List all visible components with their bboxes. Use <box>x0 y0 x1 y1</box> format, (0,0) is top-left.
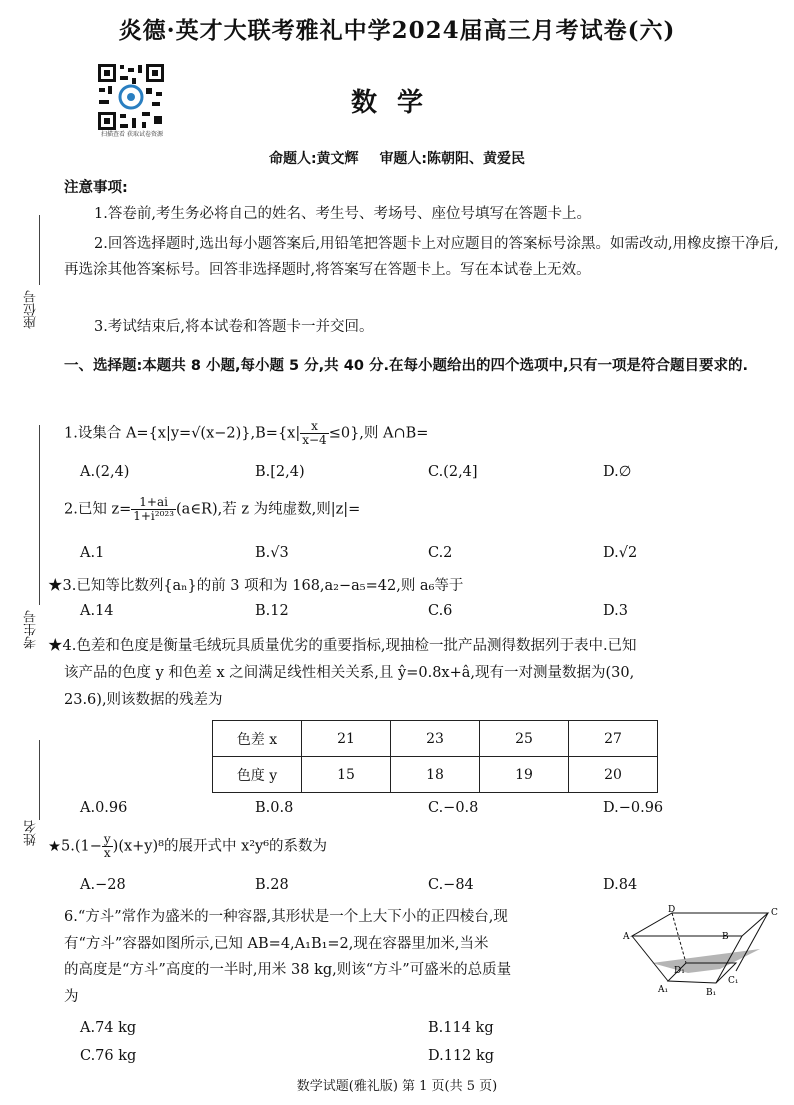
q1-stem-b: ≤0},则 A∩B= <box>328 425 429 442</box>
question-6 <box>64 904 624 1010</box>
exam-title: 炎德·英才大联考雅礼中学2024届高三月考试卷(六) <box>118 17 676 44</box>
q4-stem-line-2: 该产品的色度 y 和色差 x 之间满足线性相关关系,且 ŷ=0.8x+â,现有一对测量数据为(30, <box>64 665 635 681</box>
table-cell: 18 <box>391 757 480 793</box>
qr-caption: 扫描查看 获取试卷资源 <box>101 131 163 138</box>
notice-title: 注意事项: <box>64 180 128 196</box>
notice-item-3: 3.考试结束后,将本试卷和答题卡一并交回。 <box>94 319 374 335</box>
exam-no-line <box>39 425 40 605</box>
vertex-label: C <box>771 908 778 918</box>
q6-stem-line-1: 6.“方斗”常作为盛米的一种容器,其形状是一个上大下小的正四棱台,现 <box>64 909 508 925</box>
q6-option-d: D.112 kg <box>428 1048 495 1064</box>
q3-option-b: B.12 <box>255 603 289 619</box>
table-cell: 色差 x <box>213 721 302 757</box>
name-line <box>39 740 40 820</box>
setter: 命题人:黄文辉 <box>268 151 359 167</box>
q6-option-c: C.76 kg <box>80 1048 137 1064</box>
q5-option-a: A.−28 <box>80 877 126 893</box>
q4-data-table <box>212 720 658 793</box>
q4-option-c: C.−0.8 <box>428 800 479 816</box>
q6-stem-line-3: 的高度是“方斗”高度的一半时,用米 38 kg,则该“方斗”可盛米的总质量 <box>64 962 512 978</box>
table-row <box>213 721 658 757</box>
q4-option-a: A.0.96 <box>80 800 128 816</box>
table-cell: 19 <box>480 757 569 793</box>
q1-option-a: A.(2,4) <box>80 464 130 480</box>
table-cell: 27 <box>569 721 658 757</box>
vertex-label: C₁ <box>728 976 739 986</box>
q4-stem-line-1: 4.色差和色度是衡量毛绒玩具质量优劣的重要指标,现抽检一批产品测得数据列于表中.已知 <box>62 638 637 654</box>
q5-stem-a: 5.(1− <box>61 838 102 855</box>
q2-option-d: D.√2 <box>603 545 638 561</box>
table-cell: 色度 y <box>213 757 302 793</box>
q4-stem-line-3: 23.6),则该数据的残差为 <box>64 692 223 708</box>
q5-stem-b: )(x+y)⁸的展开式中 x²y⁶的系数为 <box>112 838 328 855</box>
frustum-figure <box>620 905 790 1010</box>
q4-star-icon: ★ <box>48 638 63 654</box>
subject-title: 数学 <box>350 88 443 118</box>
table-cell: 25 <box>480 721 569 757</box>
q1-stem-a: 1.设集合 A={x|y=√(x−2)},B={x| <box>64 425 301 442</box>
notice-item-2: 2.回答选择题时,选出每小题答案后,用铅笔把答题卡上对应题目的答案标号涂黑。如需改动,用橡皮擦干净后,再选涂其他答案标号。回答非选择题时,将答案写在答题卡上。写在本试卷上无效。 <box>64 236 779 278</box>
q4-option-d: D.−0.96 <box>603 800 664 816</box>
q6-option-b: B.114 kg <box>428 1020 494 1036</box>
author-line <box>0 148 794 168</box>
seat-line <box>39 215 40 285</box>
vertex-label: D <box>668 905 676 915</box>
q2-stem-b: (a∈R),若 z 为纯虚数,则|z|= <box>176 501 361 518</box>
question-4 <box>48 633 779 714</box>
q1-option-c: C.(2,4] <box>428 464 478 480</box>
vertex-label: A <box>623 932 630 942</box>
q5-fraction: $\frac{y}{x}$ <box>103 832 111 860</box>
q2-fraction: $\frac{1+ai}{\text{1+i²⁰²³}}$ <box>133 495 175 523</box>
q4-option-b: B.0.8 <box>255 800 294 816</box>
q5-option-c: C.−84 <box>428 877 474 893</box>
table-cell: 23 <box>391 721 480 757</box>
q6-stem-line-4: 为 <box>64 988 79 1005</box>
q3-star-icon: ★ <box>48 578 63 594</box>
q5-option-d: D.84 <box>603 877 638 893</box>
table-cell: 20 <box>569 757 658 793</box>
reviewer: 审题人:陈朝阳、黄爱民 <box>379 151 526 167</box>
q3-option-d: D.3 <box>603 603 628 619</box>
q2-option-b: B.√3 <box>255 545 289 561</box>
exam-no-label: 考生号 <box>24 610 39 649</box>
q3-option-c: C.6 <box>428 603 453 619</box>
q5-option-b: B.28 <box>255 877 289 893</box>
q2-option-a: A.1 <box>80 545 105 561</box>
q3-stem: 3.已知等比数列{aₙ}的前 3 项和为 168,a₂−a₅=42,则 a₆等于 <box>62 578 464 594</box>
vertex-label: D₁ <box>674 966 685 976</box>
section-heading: 一、选择题:本题共 8 小题,每小题 5 分,共 40 分.在每小题给出的四个选项中,只有一项是符合题目要求的. <box>64 358 748 374</box>
q6-stem-line-2: 有“方斗”容器如图所示,已知 AB=4,A₁B₁=2,现在容器里加米,当米 <box>64 935 489 952</box>
q5-star-icon: ★ <box>48 838 61 855</box>
question-2 <box>64 496 779 523</box>
q1-fraction: $\frac{x}{x-4}$ <box>302 419 327 447</box>
question-1 <box>64 420 779 447</box>
table-row <box>213 757 658 793</box>
name-label: 姓名 <box>24 820 39 846</box>
q1-option-b: B.[2,4) <box>255 464 305 480</box>
table-cell: 21 <box>302 721 391 757</box>
notice-item-1: 1.答卷前,考生务必将自己的姓名、考生号、考场号、座位号填写在答题卡上。 <box>94 206 591 222</box>
q6-option-a: A.74 kg <box>80 1020 137 1036</box>
table-cell: 15 <box>302 757 391 793</box>
question-5 <box>48 832 779 860</box>
vertex-label: B <box>722 932 729 942</box>
q2-option-c: C.2 <box>428 545 453 561</box>
seat-label: 座位号 <box>24 290 39 329</box>
q3-option-a: A.14 <box>80 603 114 619</box>
q1-option-d: D.∅ <box>603 464 632 480</box>
q2-stem-a: 2.已知 z= <box>64 501 132 518</box>
question-3 <box>48 574 779 595</box>
vertex-label: A₁ <box>658 985 669 995</box>
vertex-label: B₁ <box>706 988 717 998</box>
page-footer: 数学试题(雅礼版) 第 1 页(共 5 页) <box>296 1079 498 1094</box>
